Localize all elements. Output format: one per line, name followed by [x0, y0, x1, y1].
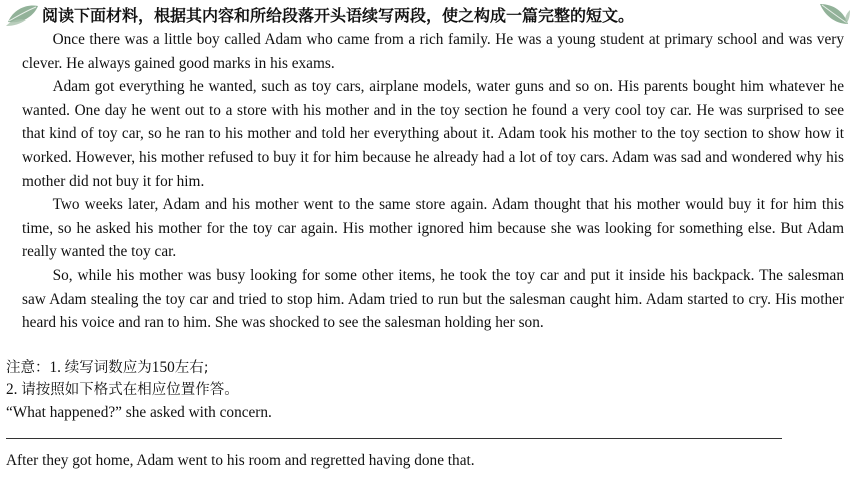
- note-suffix: 左右;: [174, 360, 209, 376]
- word-count: 150: [151, 359, 175, 376]
- note-text: 请按照如下格式在相应位置作答。: [21, 382, 239, 399]
- note-number: 1.: [49, 359, 65, 376]
- passage-paragraph: Adam got everything he wanted, such as toy cars, airplane models, water guns and so on. His parents bought him whatever he wanted. One day he went out to a store with his mother and in the toy section he found a very cool toy car. He was surprised to see that kind of toy car, so he ran to his mother and told her everything about it. Adam took his mother to the toy section to show how it worked. However, his mother refused to buy it for him because he already had a lot of toy cars. Adam was sad and wondered why his mother did not buy it for him.: [22, 78, 844, 190]
- passage-paragraph: Once there was a little boy called Adam who came from a rich family. He was a young student at primary school and was very clever. He always gained good marks in his exams.: [22, 31, 844, 72]
- note-text: 续写词数应为: [64, 360, 152, 376]
- notes-section: [6, 357, 826, 424]
- opening-sentence-1: “What happened?” she asked with concern.: [6, 403, 272, 421]
- leaf-icon: [6, 2, 40, 28]
- passage-paragraph: So, while his mother was busy looking for some other items, he took the toy car and put it inside his backpack. The salesman saw Adam stealing the toy car and tried to stop him. Adam tried to run but the salesman caught him. Adam started to cry. His mother heard his voice and ran to him. She was shocked to see the salesman holding her son.: [22, 266, 844, 332]
- note-number: 2.: [6, 381, 22, 399]
- note-item-format: [6, 379, 826, 401]
- task-instruction: 阅读下面材料，根据其内容和所给段落开头语续写两段，使之构成一篇完整的短文。: [42, 6, 635, 25]
- passage-paragraph: Two weeks later, Adam and his mother went to the same store again. Adam thought that his mother would buy it for him this time, so he asked his mother for the toy car again. His mother ignored him because she was looking for something else. But Adam really wanted the toy car.: [22, 196, 844, 261]
- note-item-word-count: [6, 357, 826, 379]
- leaf-icon: [816, 2, 850, 28]
- notes-label: 注意：: [6, 360, 50, 376]
- reading-passage: [22, 28, 844, 335]
- answer-line: [6, 438, 782, 439]
- opening-sentence-2: After they got home, Adam went to his room and regretted having done that.: [6, 452, 475, 469]
